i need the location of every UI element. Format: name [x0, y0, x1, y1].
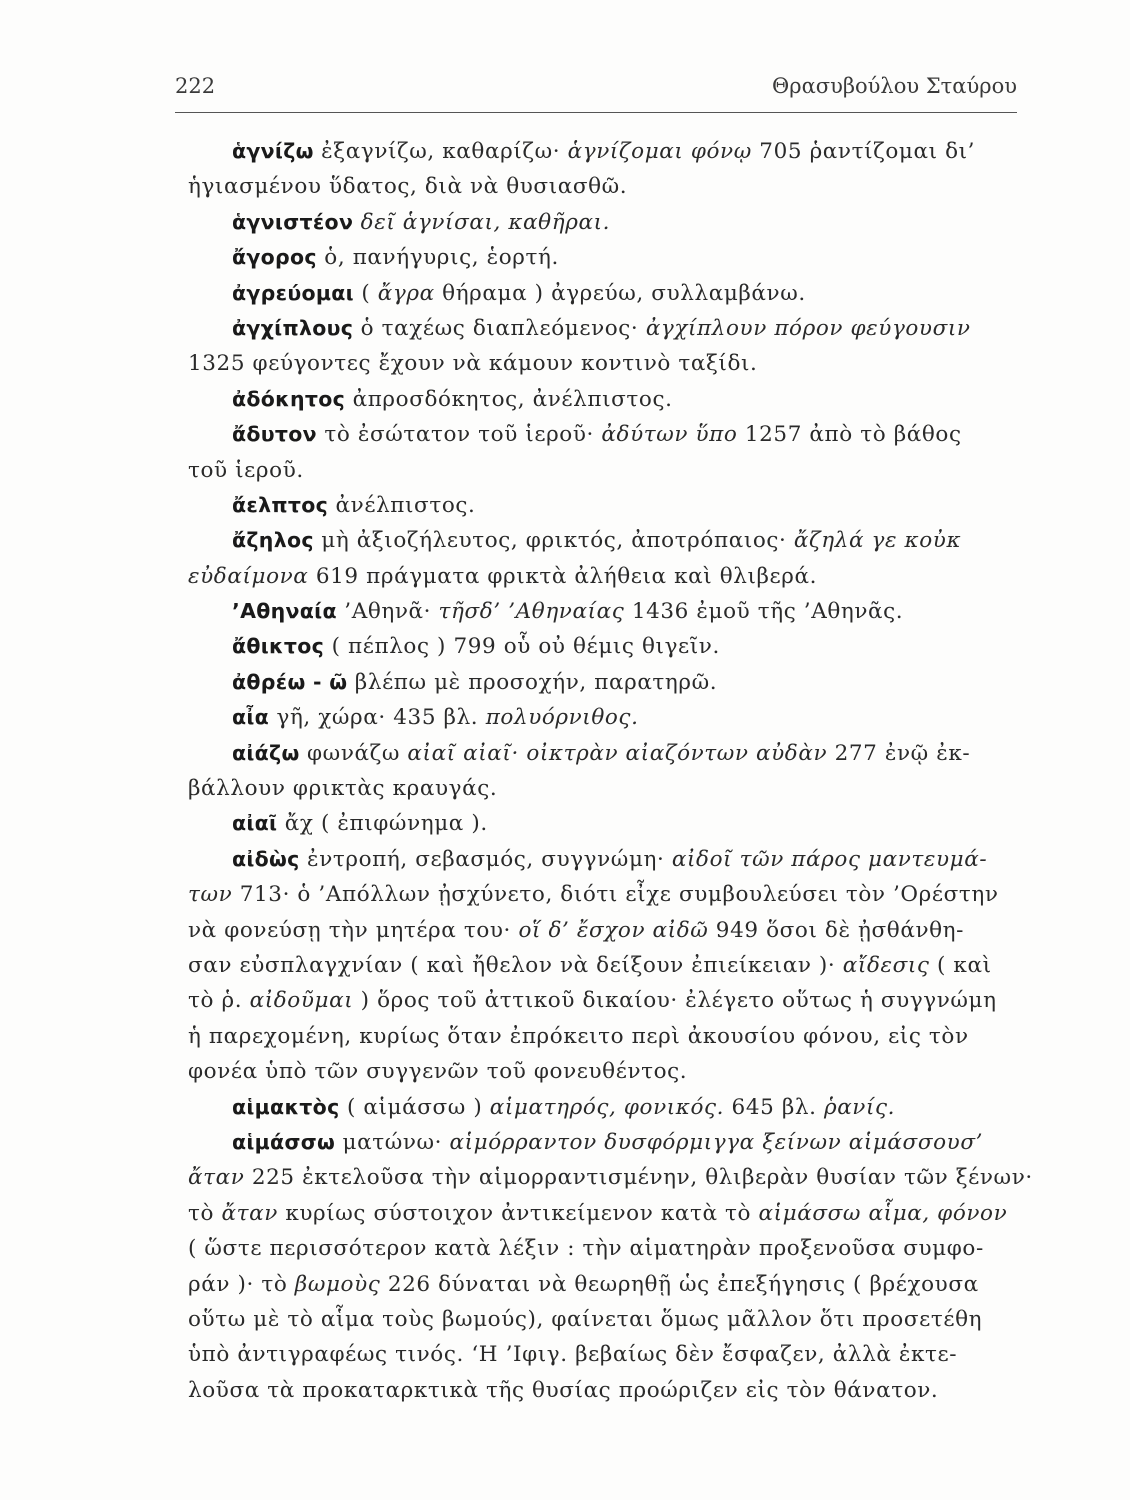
definition-text: 619 πράγματα φρικτὰ ἀλήθεια καὶ θλιβερά.	[308, 563, 818, 589]
headword: αἱμάσσω	[232, 1129, 336, 1154]
entry-line	[188, 594, 1020, 629]
definition-text	[353, 210, 360, 235]
definition-text: ἀνέλπιστος.	[328, 492, 476, 518]
quotation-text: αἰδοῦμαι	[249, 988, 354, 1014]
headword: αἰάζω	[232, 740, 300, 765]
definition-text: ( καὶ	[929, 952, 992, 978]
entry-line	[188, 311, 1020, 346]
continuation-line	[188, 877, 1020, 912]
definition-text: ἐντροπή, σεβασμός, συγγνώμη·	[299, 846, 672, 872]
definition-text: ἡγιασμένου ὕδατος, διὰ νὰ θυσιασθῶ.	[188, 174, 628, 200]
quotation-text: ἀδύτων ὕπο	[601, 422, 738, 448]
headword: ἄελπτος	[232, 492, 329, 517]
definition-text: 705 ῥαντίζομαι δι’	[751, 139, 976, 164]
definition-text: τὸ ἐσώτατον τοῦ ἱεροῦ·	[316, 422, 602, 448]
entry-line	[188, 665, 1020, 700]
quotation-text: αἱμόρραντον δυσφόρμιγγα ξείνων αἱμάσσουσ’	[449, 1129, 984, 1155]
running-title: Θρασυβούλου Σταύρου	[772, 74, 1017, 98]
definition-text: ἀπροσδόκητος, ἀνέλπιστος.	[345, 386, 673, 412]
definition-text: ἐξαγνίζω, καθαρίζω·	[313, 139, 568, 164]
quotation-text: ἄταν	[188, 1165, 245, 1191]
headword: ’Αθηναία	[232, 599, 337, 624]
definition-text: ( αἱμάσσω )	[339, 1094, 490, 1120]
definition-text: νὰ φονεύσῃ τὴν μητέρα του·	[188, 917, 519, 943]
quotation-text: των	[188, 882, 233, 908]
definition-text: ἄχ ( ἐπιφώνημα ).	[277, 811, 488, 837]
quotation-text: ἀγχίπλουν πόρον φεύγουσιν	[645, 315, 971, 341]
entry-line	[188, 488, 1020, 523]
definition-text: τὸ	[188, 1200, 222, 1226]
definition-text: ματώνω·	[335, 1129, 450, 1155]
headword: ἀθρέω - ῶ	[232, 669, 348, 694]
entry-line	[188, 700, 1020, 735]
definition-text: ράν )· τὸ	[188, 1271, 295, 1297]
continuation-line	[188, 169, 1020, 204]
definition-text: 1325 φεύγοντες ἔχουν νὰ κάμουν κοντινὸ ταξίδι.	[188, 351, 758, 377]
quotation-text: ῥανίς.	[823, 1094, 896, 1120]
definition-text: βάλλουν φρικτὰς κραυγάς.	[188, 776, 498, 802]
headword: ἀγχίπλους	[232, 315, 354, 340]
continuation-line	[188, 346, 1020, 381]
headword: αἰδὼς	[232, 846, 300, 871]
quotation-text: δεῖ ἁγνίσαι, καθῆραι.	[360, 209, 611, 235]
quotation-text: ἄταν	[221, 1200, 278, 1226]
continuation-line	[188, 1019, 1020, 1054]
definition-text: κυρίως σύστοιχον ἀντικείμενον κατὰ τὸ	[277, 1200, 759, 1226]
definition-text: ὁ, πανήγυρις, ἑορτή.	[316, 245, 559, 271]
entry-line	[188, 523, 1020, 558]
headword: ἄζηλος	[232, 528, 314, 553]
headword: ἄδυτον	[232, 422, 317, 447]
continuation-line	[188, 1231, 1020, 1266]
definition-text: ὁ ταχέως διαπλεόμενος·	[353, 315, 646, 341]
continuation-line	[188, 913, 1020, 948]
headword: ἁγνίζω	[232, 139, 314, 163]
definition-text: 713· ὁ ’Απόλλων ᾐσχύνετο, διότι εἶχε συμβουλεύσει τὸν ’Ορέστην	[232, 882, 999, 908]
quotation-text: εὐδαίμονα	[188, 563, 309, 589]
continuation-line	[188, 1196, 1020, 1231]
continuation-line	[188, 1373, 1020, 1408]
continuation-line	[188, 983, 1020, 1018]
definition-text: 225 ἐκτελοῦσα τὴν αἱμορραντισμένην, θλιβερὰν θυσίαν τῶν ξένων·	[244, 1165, 1033, 1191]
definition-text: μὴ ἀξιοζήλευτος, φρικτός, ἀποτρόπαιος·	[313, 528, 794, 554]
quotation-text: βωμοὺς	[294, 1271, 381, 1297]
headword: ἄθικτος	[232, 634, 325, 659]
quotation-text: οἵ δ’ ἔσχον αἰδῶ	[518, 917, 709, 943]
entry-line	[188, 736, 1020, 771]
definition-text: ὑπὸ ἀντιγραφέως τινός. ‘Η ’Ιφιγ. βεβαίως δὲν ἔσφαζεν, ἀλλὰ ἐκτε-	[188, 1342, 958, 1368]
entry-line	[188, 806, 1020, 841]
quotation-text: αἰδοῖ τῶν πάρος μαντευμά-	[671, 846, 988, 872]
definition-text: 949 ὅσοι δὲ ᾐσθάνθη-	[708, 917, 965, 943]
definition-text: θήραμα ) ἀγρεύω, συλλαμβάνω.	[434, 280, 806, 306]
definition-text: 645 βλ.	[724, 1094, 824, 1120]
quotation-text: ἁγνίζομαι φόνῳ	[567, 139, 752, 164]
continuation-line	[188, 1160, 1033, 1195]
headword: ἀγρεύομαι	[232, 280, 354, 305]
definition-text: φονέα ὑπὸ τῶν συγγενῶν τοῦ φονευθέντος.	[188, 1059, 688, 1085]
definition-text: βλέπω μὲ προσοχήν, παρατηρῶ.	[347, 669, 718, 695]
continuation-line	[188, 1267, 1020, 1302]
quotation-text: αἱματηρός, φονικός.	[489, 1094, 725, 1120]
definition-text: σαν εὐσπλαγχνίαν ( καὶ ἤθελον νὰ δείξουν ἐπιείκειαν )·	[188, 952, 843, 978]
definition-text: οὕτω μὲ τὸ αἷμα τοὺς βωμούς), φαίνεται ὅμως μᾶλλον ὅτι προσετέθη	[188, 1306, 983, 1332]
quotation-text: ἄγρα	[377, 280, 435, 306]
entry-line	[188, 240, 1020, 275]
definition-text: τοῦ ἱεροῦ.	[188, 457, 304, 483]
quotation-text: ἄζηλά γε κοὐκ	[793, 528, 962, 554]
definition-text: φωνάζω	[299, 740, 408, 766]
definition-text: 1257 ἀπὸ τὸ βάθος	[737, 422, 962, 448]
continuation-line	[188, 1302, 1020, 1337]
quotation-text: τῆσδ’ ’Αθηναίας	[438, 599, 625, 625]
continuation-line	[188, 948, 1020, 983]
definition-text: (	[353, 280, 378, 306]
headword: αἰαῖ	[232, 811, 278, 836]
continuation-line	[188, 771, 1020, 806]
definition-text: ( ὥστε περισσότερον κατὰ λέξιν : τὴν αἱματηρὰν προξενοῦσα συμφο-	[188, 1236, 984, 1262]
continuation-line	[188, 1337, 1020, 1372]
entry-line	[188, 417, 1020, 452]
continuation-line	[188, 453, 1020, 488]
entry-line	[188, 1090, 1020, 1125]
entry-line	[188, 134, 1020, 169]
glossary-body	[188, 134, 1033, 1408]
definition-text: γῆ, χώρα· 435 βλ.	[269, 705, 486, 731]
continuation-line	[188, 559, 1020, 594]
definition-text: λοῦσα τὰ προκαταρκτικὰ τῆς θυσίας προώριζεν εἰς τὸν θάνατον.	[188, 1377, 939, 1403]
definition-text: ’Αθηνᾶ·	[336, 599, 439, 625]
entry-line	[188, 1125, 1020, 1160]
definition-text: ( πέπλος ) 799 οὗ οὐ θέμις θιγεῖν.	[324, 634, 720, 660]
entry-line	[188, 629, 1020, 664]
entry-line	[188, 205, 1020, 240]
quotation-text: αἰαῖ αἰαῖ· οἰκτρὰν αἰαζόντων αὐδὰν	[407, 740, 828, 766]
entry-line	[188, 842, 1020, 877]
definition-text: τὸ ῥ.	[188, 988, 250, 1014]
headword: ἀδόκητος	[232, 386, 346, 411]
definition-text: 226 δύναται νὰ θεωρηθῇ ὡς ἐπεξήγησις ( βρέχουσα	[380, 1271, 979, 1297]
quotation-text: αἴδεσις	[842, 952, 930, 978]
headword: αἱμακτὸς	[232, 1094, 340, 1119]
quotation-text: αἱμάσσω αἷμα, φόνον	[758, 1200, 1008, 1226]
quotation-text: πολυόρνιθος.	[485, 705, 639, 731]
continuation-line	[188, 1054, 1020, 1089]
entry-line	[188, 382, 1020, 417]
definition-text: ) ὅρος τοῦ ἀττικοῦ δικαίου· ἐλέγετο οὕτως ἡ συγγνώμη	[353, 988, 997, 1014]
headword: αἶα	[232, 705, 270, 730]
definition-text: 277 ἐνῷ ἐκ-	[827, 740, 971, 766]
page-header	[175, 74, 1017, 104]
definition-text: ἡ παρεχομένη, κυρίως ὅταν ἐπρόκειτο περὶ ἀκουσίου φόνου, εἰς τὸν	[188, 1023, 969, 1049]
definition-text: 1436 ἐμοῦ τῆς ’Αθηνᾶς.	[624, 599, 904, 625]
entry-line	[188, 276, 1020, 311]
header-rule	[175, 112, 1017, 113]
page-number: 222	[175, 74, 216, 98]
headword: ἄγορος	[232, 245, 317, 270]
headword: ἁγνιστέον	[232, 209, 354, 234]
